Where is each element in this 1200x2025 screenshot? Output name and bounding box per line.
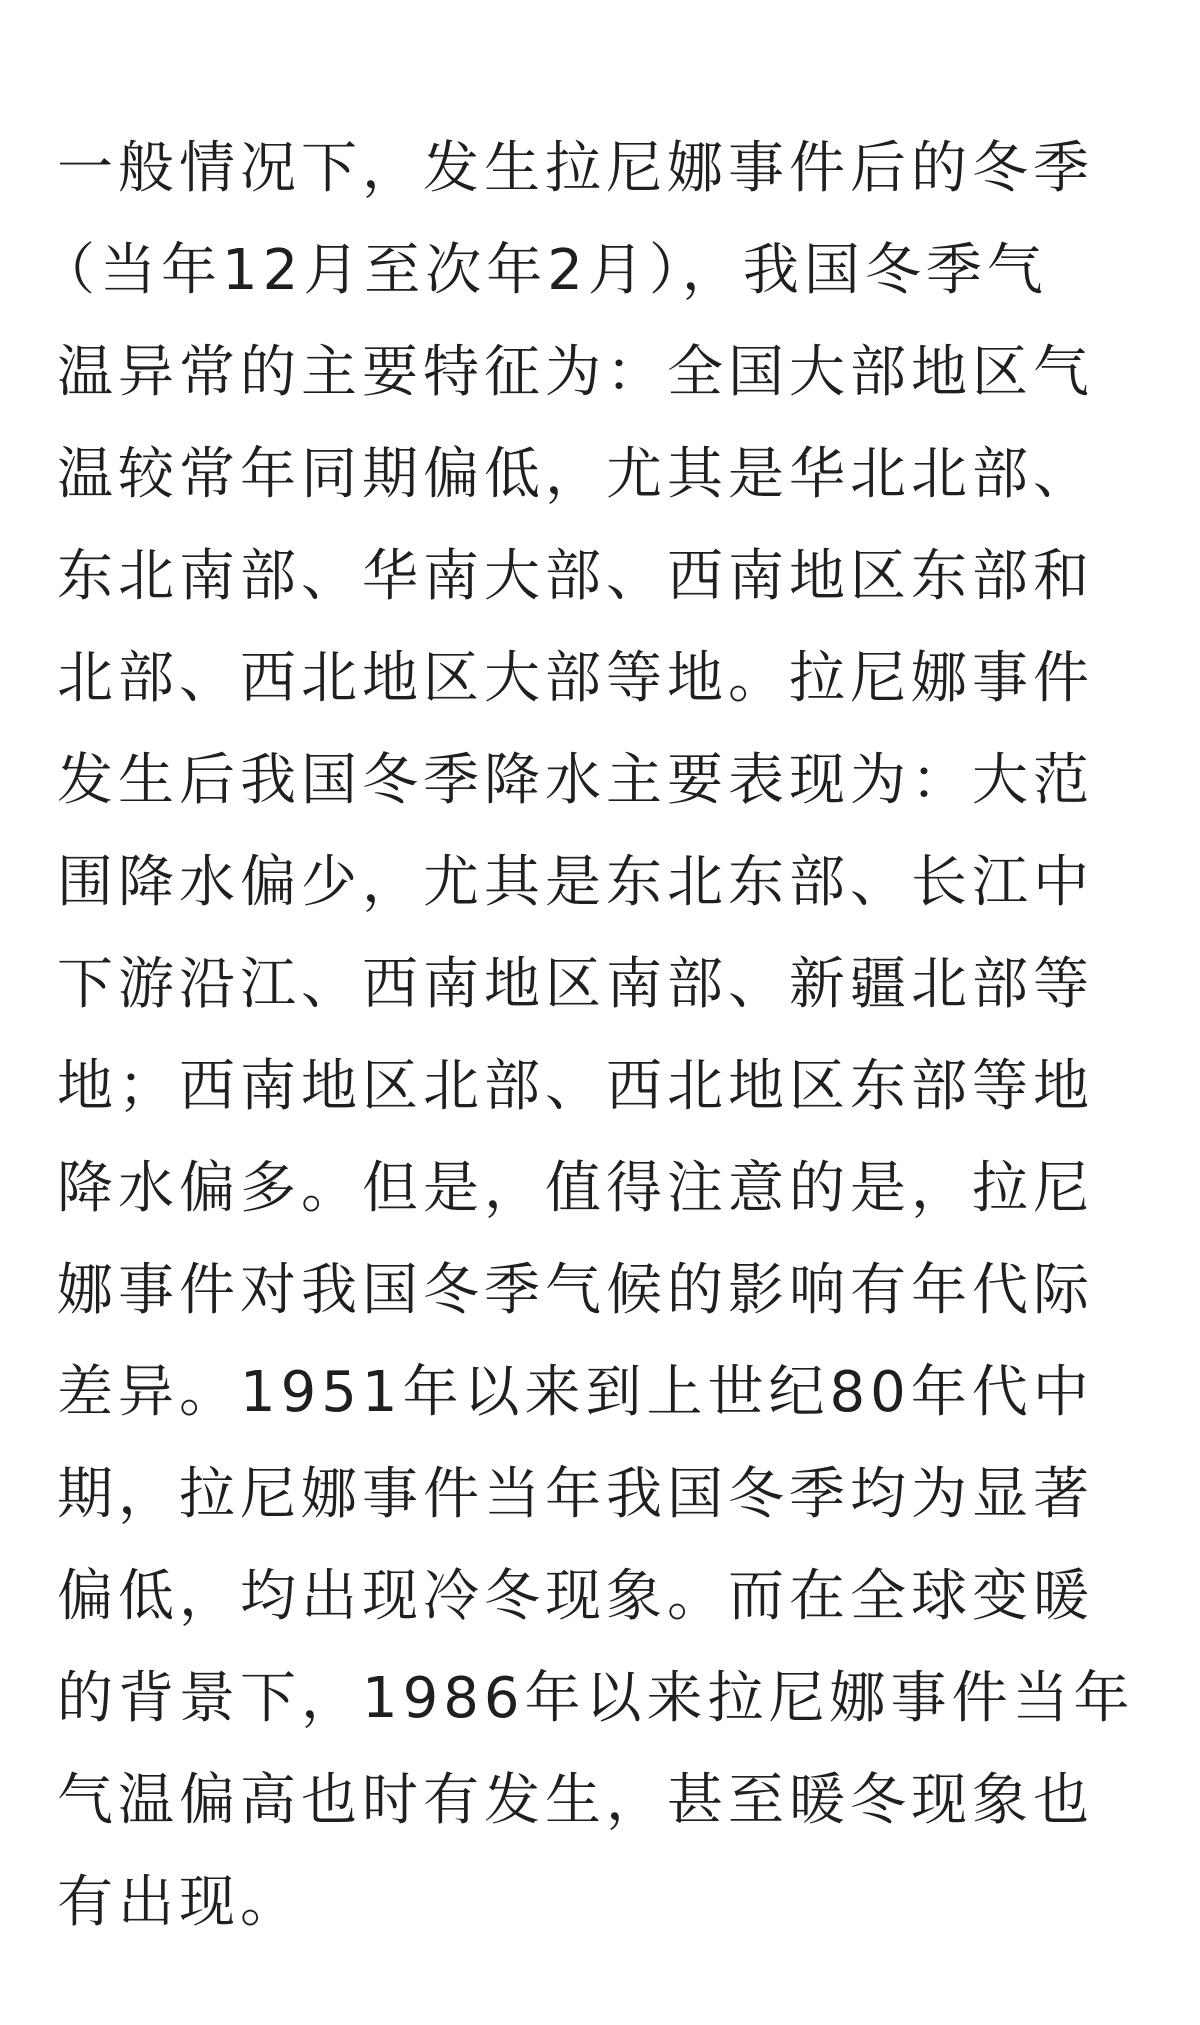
text-line: 娜事件对我国冬季气候的影响有年代际 bbox=[57, 1258, 1094, 1323]
text-line: 围降水偏少，尤其是东北东部、长江中 bbox=[57, 850, 1094, 915]
text-line: 温较常年同期偏低，尤其是华北北部、 bbox=[57, 442, 1094, 507]
text-line: 发生后我国冬季降水主要表现为：大范 bbox=[57, 748, 1094, 813]
text-line: 地；西南地区北部、西北地区东部等地 bbox=[57, 1054, 1094, 1119]
text-line: 东北南部、华南大部、西南地区东部和 bbox=[57, 544, 1094, 609]
text-line: 降水偏多。但是，值得注意的是，拉尼 bbox=[57, 1156, 1094, 1221]
text-line: （当年12月至次年2月），我国冬季气 bbox=[39, 238, 1048, 303]
text-line: 一般情况下，发生拉尼娜事件后的冬季 bbox=[57, 136, 1094, 201]
text-line: 期，拉尼娜事件当年我国冬季均为显著 bbox=[57, 1462, 1094, 1527]
text-line: 气温偏高也时有发生，甚至暖冬现象也 bbox=[57, 1768, 1094, 1833]
text-line: 下游沿江、西南地区南部、新疆北部等 bbox=[57, 952, 1094, 1017]
text-line: 北部、西北地区大部等地。拉尼娜事件 bbox=[57, 646, 1094, 711]
text-line: 差异。1951年以来到上世纪80年代中 bbox=[57, 1360, 1094, 1425]
text-line: 温异常的主要特征为：全国大部地区气 bbox=[57, 340, 1094, 405]
text-line: 偏低，均出现冷冬现象。而在全球变暖 bbox=[57, 1564, 1094, 1629]
article-body bbox=[39, 118, 1143, 1954]
text-line: 有出现。 bbox=[57, 1870, 301, 1935]
text-line: 的背景下，1986年以来拉尼娜事件当年 bbox=[57, 1666, 1135, 1731]
